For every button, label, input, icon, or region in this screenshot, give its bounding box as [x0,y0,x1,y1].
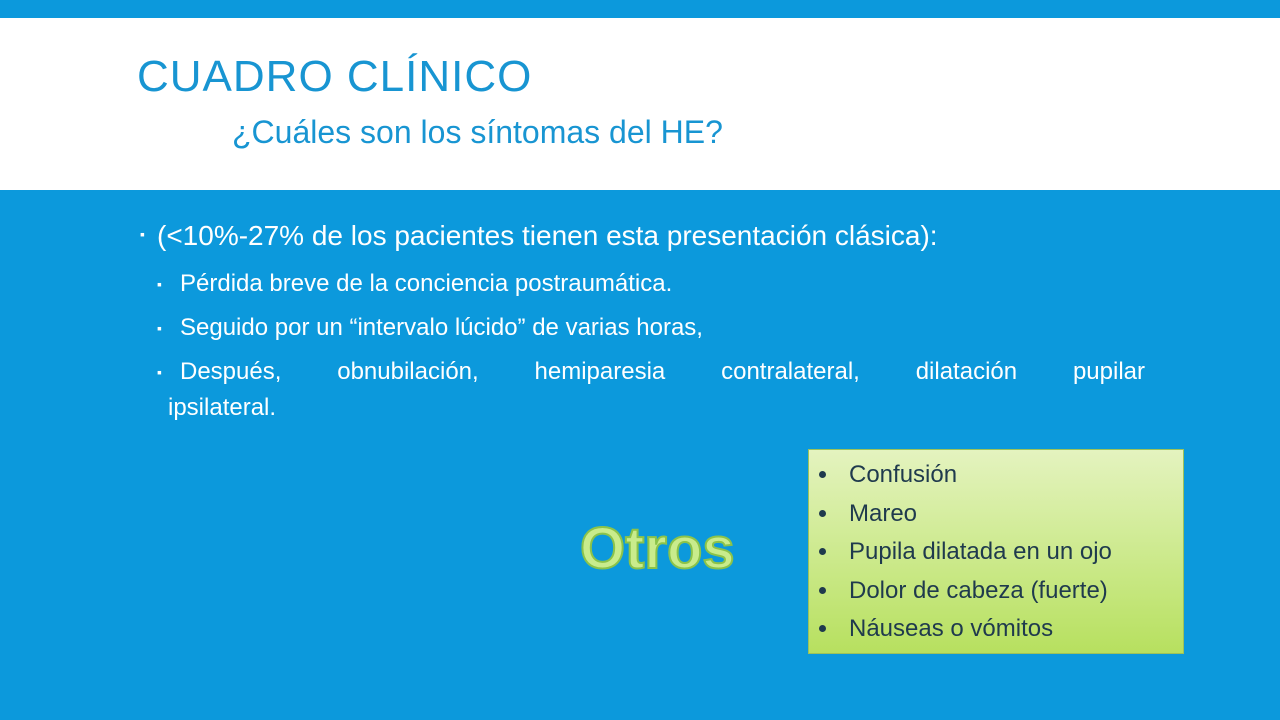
round-bullet-icon [819,587,826,594]
symptom-text: Confusión [849,461,958,488]
round-bullet-icon [819,471,826,478]
symptom-text: Mareo [849,499,918,527]
round-bullet-icon [819,510,826,517]
otros-symptoms-box [808,449,1184,654]
square-bullet-icon: ▪ [157,364,162,380]
bullet-item-text: Seguido por un “intervalo lúcido” de varias horas, [180,314,703,341]
square-bullet-icon: ▪ [140,226,145,242]
symptom-text: Náuseas o vómitos [849,615,1054,642]
symptom-item [809,610,1183,649]
symptom-item [809,456,1183,495]
round-bullet-icon [819,548,826,555]
square-bullet-icon: ▪ [157,320,162,336]
bullet-item [140,266,1145,302]
bullet-item [140,310,1145,346]
slide-subtitle: ¿Cuáles son los síntomas del HE? [232,114,723,150]
symptom-item [809,495,1183,534]
symptom-item [809,572,1183,611]
otros-heading: Otros [580,516,735,581]
bullet-content [140,214,1145,426]
slide-title: CUADRO CLÍNICO [137,52,533,101]
symptom-text: Pupila dilatada en un ojo [849,538,1112,565]
symptom-text: Dolor de cabeza (fuerte) [849,576,1108,604]
bullet-intro [140,214,1145,258]
bullet-item-text: Después, obnubilación, hemiparesia contralateral, dilatación pupilar [180,358,1145,385]
top-accent-bar [0,0,1280,18]
symptom-item [809,533,1183,572]
bullet-item [140,354,1145,426]
bullet-intro-text: (<10%-27% de los pacientes tienen esta presentación clásica): [157,220,938,251]
title-band [0,18,1280,190]
square-bullet-icon: ▪ [157,276,162,292]
bullet-item-text-continuation: ipsilateral. [168,394,277,421]
bullet-item-text: Pérdida breve de la conciencia postraumática. [180,270,673,297]
round-bullet-icon [819,625,826,632]
otros-symptoms-list [809,450,1183,649]
